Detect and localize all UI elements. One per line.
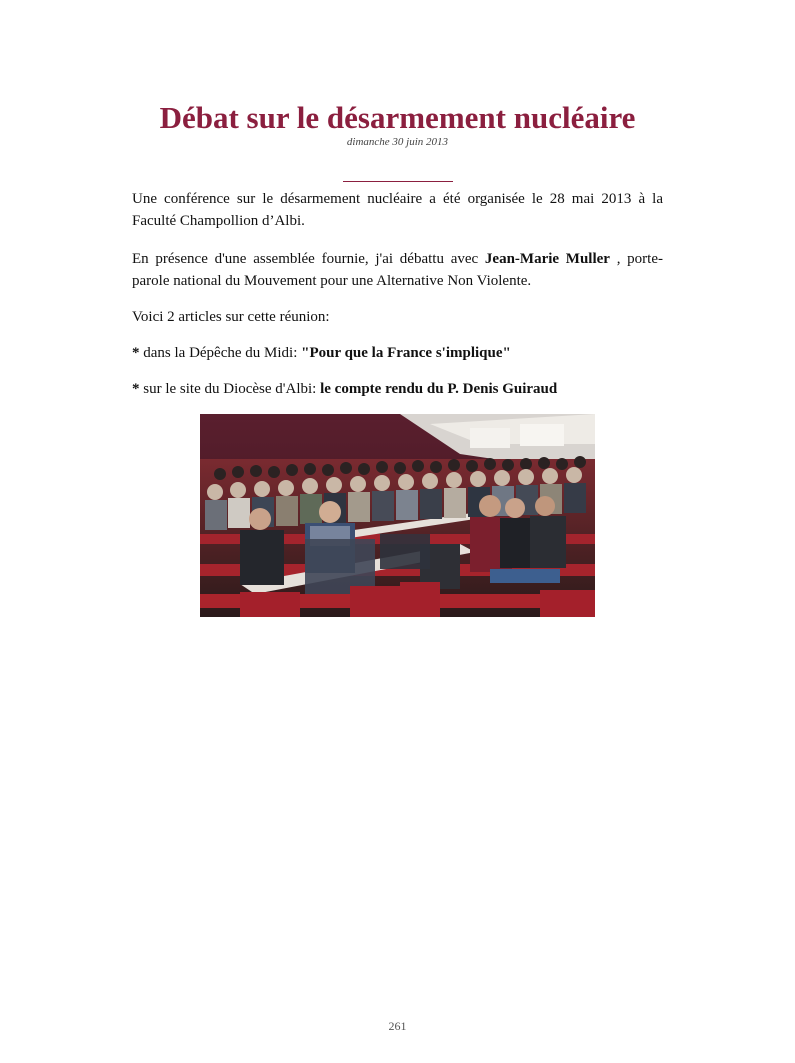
conference-photo-illustration — [200, 414, 595, 617]
bullet-marker: * — [132, 345, 140, 361]
title-divider — [343, 181, 453, 182]
list-item-text: sur le site du Diocèse d'Albi: — [139, 381, 321, 397]
paragraph-debate-text-start: En présence d'une assemblée fournie, j'ai débattu avec — [132, 251, 485, 267]
bullet-marker: * — [132, 381, 140, 397]
post-date: dimanche 30 juin 2013 — [346, 136, 449, 148]
paragraph-debate-text-end: , porte-parole national du Mouvement pour une Alternative Non Violente. — [132, 251, 663, 289]
article-link-diocese[interactable]: le compte rendu du P. Denis Guiraud — [320, 381, 558, 397]
list-item — [132, 342, 663, 364]
person-name-link[interactable]: Jean-Marie Muller — [484, 251, 610, 267]
paragraph-intro-text: Une conférence sur le désarmement nucléaire a été organisée le 28 mai 2013 à la Faculté Champollion d’Albi. — [132, 191, 663, 229]
paragraph-articles-intro — [132, 306, 663, 328]
page-number: 261 — [388, 1019, 407, 1033]
article-link-depeche[interactable]: "Pour que la France s'implique" — [301, 345, 511, 361]
page-title: Débat sur le désarmement nucléaire — [159, 100, 636, 135]
paragraph-articles-intro-text: Voici 2 articles sur cette réunion: — [132, 309, 330, 325]
paragraph-intro — [132, 188, 663, 232]
paragraph-debate — [132, 248, 663, 292]
list-item — [132, 378, 663, 400]
list-item-text: dans la Dépêche du Midi: — [139, 345, 302, 361]
conference-photo — [200, 414, 595, 617]
